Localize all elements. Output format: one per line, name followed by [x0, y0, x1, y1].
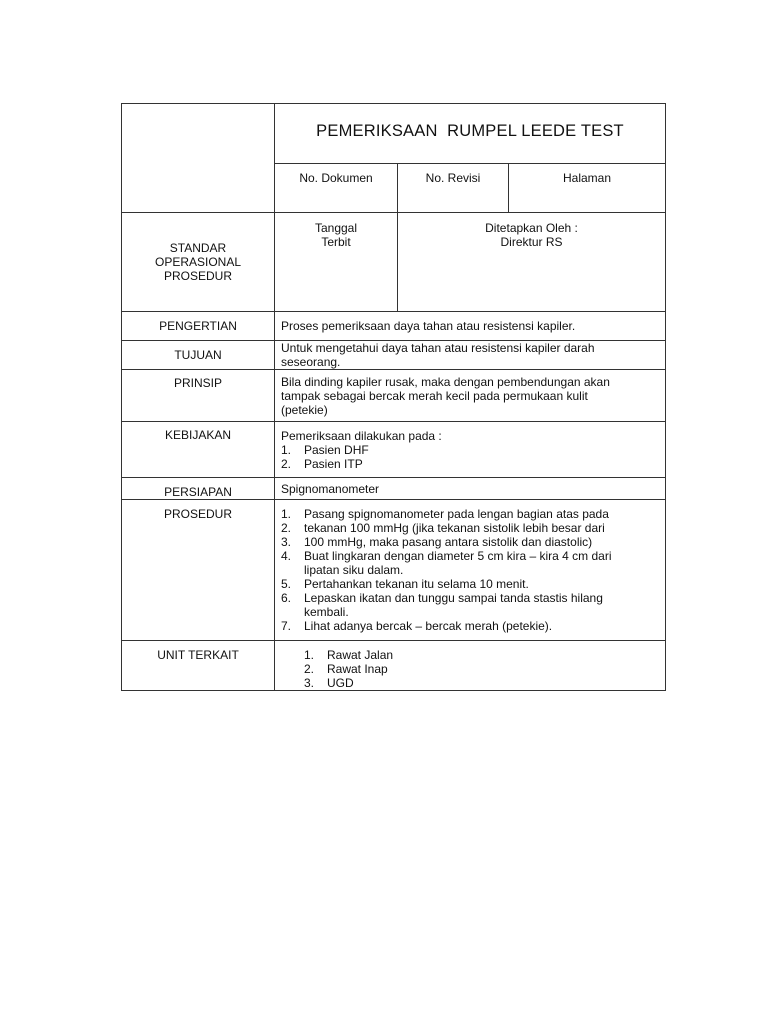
- tujuan-text: Untuk mengetahui daya tahan atau resistensi kapiler darah seseorang.: [281, 341, 595, 369]
- halaman-label: Halaman: [562, 171, 612, 185]
- pengertian-text: Proses pemeriksaan daya tahan atau resistensi kapiler.: [281, 319, 576, 333]
- sop-label: STANDAR OPERASIONAL PROSEDUR: [154, 241, 242, 283]
- kebijakan-text: [281, 429, 661, 471]
- prosedur-list: [281, 507, 663, 633]
- persiapan-text: Spignomanometer: [281, 482, 380, 496]
- list-item: 5. Pertahankan tekanan itu selama 10 menit.: [281, 577, 529, 591]
- row-label-prinsip: PRINSIP: [173, 376, 222, 390]
- list-item: 4. Buat lingkaran dengan diameter 5 cm kira – kira 4 cm dari lipatan siku dalam.: [281, 549, 612, 577]
- list-item: 6. Lepaskan ikatan dan tunggu sampai tanda stastis hilang kembali.: [281, 591, 603, 619]
- no-revisi-label: No. Revisi: [425, 171, 481, 185]
- list-item: 2. tekanan 100 mmHg (jika tekanan sistolik lebih besar dari: [281, 521, 605, 535]
- row-label-tujuan: TUJUAN: [174, 348, 222, 362]
- list-item: 3. 100 mmHg, maka pasang antara sistolik dan diastolic): [281, 535, 593, 549]
- list-item: 2. Rawat Inap: [304, 662, 388, 676]
- prinsip-text: Bila dinding kapiler rusak, maka dengan pembendungan akan tampak sebagai bercak merah kecil pada permukaan kulit (petekie): [281, 375, 610, 417]
- list-item: 2. Pasien ITP: [281, 457, 363, 471]
- row-label-unit-terkait: UNIT TERKAIT: [157, 648, 239, 662]
- tanggal-terbit-label: Tanggal Terbit: [314, 221, 358, 249]
- list-item: 3. UGD: [304, 676, 354, 690]
- row-label-prosedur: PROSEDUR: [163, 507, 232, 521]
- no-dokumen-label: No. Dokumen: [299, 171, 373, 185]
- unit-terkait-list: [304, 648, 654, 690]
- list-item: 1. Rawat Jalan: [304, 648, 394, 662]
- row-label-persiapan: PERSIAPAN: [164, 485, 232, 499]
- row-label-kebijakan: KEBIJAKAN: [164, 428, 232, 442]
- list-item: 7. Lihat adanya bercak – bercak merah (petekie).: [281, 619, 553, 633]
- kebijakan-intro: Pemeriksaan dilakukan pada :: [281, 429, 442, 443]
- row-label-pengertian: PENGERTIAN: [159, 319, 237, 333]
- list-item: 1. Pasien DHF: [281, 443, 369, 457]
- ditetapkan-label: Ditetapkan Oleh : Direktur RS: [485, 221, 578, 249]
- list-item: 1. Pasang spignomanometer pada lengan bagian atas pada: [281, 507, 609, 521]
- page-title: PEMERIKSAAN RUMPEL LEEDE TEST: [316, 122, 624, 140]
